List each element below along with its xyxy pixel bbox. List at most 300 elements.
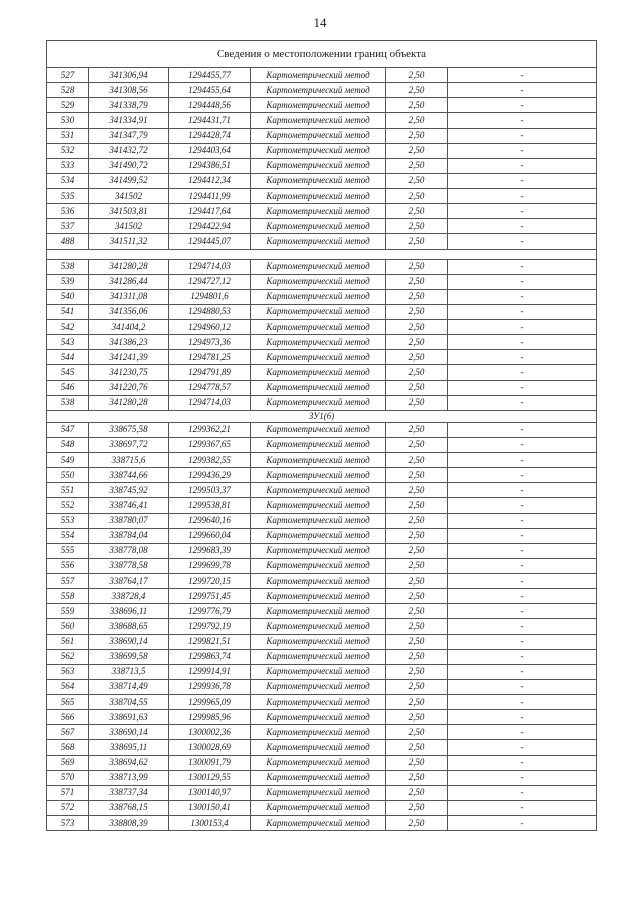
description-cell: - — [448, 204, 597, 219]
point-number-cell: 555 — [47, 543, 89, 558]
accuracy-cell: 2,50 — [386, 189, 448, 204]
point-number-cell: 545 — [47, 365, 89, 380]
table-row — [47, 528, 597, 543]
description-cell: - — [448, 320, 597, 335]
table-row — [47, 204, 597, 219]
method-cell: Картометрический метод — [251, 395, 386, 410]
accuracy-cell: 2,50 — [386, 558, 448, 573]
coord-y-cell: 1294727,12 — [169, 274, 251, 289]
point-number-cell: 547 — [47, 422, 89, 437]
method-cell: Картометрический метод — [251, 619, 386, 634]
table-row — [47, 335, 597, 350]
coord-y-cell: 1299792,19 — [169, 619, 251, 634]
coord-y-cell: 1294422,94 — [169, 219, 251, 234]
accuracy-cell: 2,50 — [386, 574, 448, 589]
accuracy-cell: 2,50 — [386, 234, 448, 249]
description-cell: - — [448, 395, 597, 410]
accuracy-cell: 2,50 — [386, 468, 448, 483]
table-body — [47, 41, 597, 831]
method-cell: Картометрический метод — [251, 695, 386, 710]
point-number-cell: 538 — [47, 395, 89, 410]
accuracy-cell: 2,50 — [386, 528, 448, 543]
coord-x-cell: 338694,62 — [89, 755, 169, 770]
method-cell: Картометрический метод — [251, 422, 386, 437]
coord-x-cell: 338714,49 — [89, 679, 169, 694]
table-row — [47, 189, 597, 204]
description-cell: - — [448, 234, 597, 249]
description-cell: - — [448, 219, 597, 234]
coord-x-cell: 341280,28 — [89, 259, 169, 274]
accuracy-cell: 2,50 — [386, 113, 448, 128]
table-row — [47, 289, 597, 304]
table-row — [47, 422, 597, 437]
point-number-cell: 532 — [47, 143, 89, 158]
method-cell: Картометрический метод — [251, 483, 386, 498]
accuracy-cell: 2,50 — [386, 68, 448, 83]
accuracy-cell: 2,50 — [386, 604, 448, 619]
accuracy-cell: 2,50 — [386, 785, 448, 800]
coord-y-cell: 1294880,53 — [169, 304, 251, 319]
method-cell: Картометрический метод — [251, 664, 386, 679]
method-cell: Картометрический метод — [251, 634, 386, 649]
description-cell: - — [448, 128, 597, 143]
table-row — [47, 785, 597, 800]
table-row — [47, 68, 597, 83]
coord-x-cell: 341499,52 — [89, 173, 169, 188]
table-row — [47, 128, 597, 143]
coord-y-cell: 1299751,45 — [169, 589, 251, 604]
point-number-cell: 530 — [47, 113, 89, 128]
coord-x-cell: 338778,58 — [89, 558, 169, 573]
table-row — [47, 770, 597, 785]
accuracy-cell: 2,50 — [386, 83, 448, 98]
description-cell: - — [448, 770, 597, 785]
coord-y-cell: 1294778,57 — [169, 380, 251, 395]
coord-x-cell: 338744,66 — [89, 468, 169, 483]
table-row — [47, 274, 597, 289]
coord-x-cell: 341311,08 — [89, 289, 169, 304]
accuracy-cell: 2,50 — [386, 453, 448, 468]
coord-x-cell: 338697,72 — [89, 437, 169, 452]
coord-x-cell: 338688,65 — [89, 619, 169, 634]
coord-y-cell: 1294960,12 — [169, 320, 251, 335]
point-number-cell: 562 — [47, 649, 89, 664]
accuracy-cell: 2,50 — [386, 143, 448, 158]
accuracy-cell: 2,50 — [386, 679, 448, 694]
table-row — [47, 513, 597, 528]
description-cell: - — [448, 574, 597, 589]
method-cell: Картометрический метод — [251, 543, 386, 558]
coord-x-cell: 341220,76 — [89, 380, 169, 395]
description-cell: - — [448, 785, 597, 800]
point-number-cell: 534 — [47, 173, 89, 188]
coord-x-cell: 341347,79 — [89, 128, 169, 143]
point-number-cell: 549 — [47, 453, 89, 468]
method-cell: Картометрический метод — [251, 98, 386, 113]
table-title-row — [47, 41, 597, 68]
method-cell: Картометрический метод — [251, 755, 386, 770]
table-row — [47, 468, 597, 483]
coord-x-cell: 338780,07 — [89, 513, 169, 528]
table-row — [47, 395, 597, 410]
accuracy-cell: 2,50 — [386, 422, 448, 437]
description-cell: - — [448, 259, 597, 274]
table-row — [47, 259, 597, 274]
method-cell: Картометрический метод — [251, 158, 386, 173]
coord-y-cell: 1294403,64 — [169, 143, 251, 158]
coord-x-cell: 338690,14 — [89, 725, 169, 740]
table-row — [47, 679, 597, 694]
description-cell: - — [448, 695, 597, 710]
coord-y-cell: 1299640,16 — [169, 513, 251, 528]
coord-x-cell: 341241,39 — [89, 350, 169, 365]
description-cell: - — [448, 558, 597, 573]
coord-x-cell: 338690,14 — [89, 634, 169, 649]
point-number-cell: 539 — [47, 274, 89, 289]
point-number-cell: 541 — [47, 304, 89, 319]
coord-y-cell: 1294431,71 — [169, 113, 251, 128]
table-row — [47, 320, 597, 335]
method-cell: Картометрический метод — [251, 770, 386, 785]
coord-y-cell: 1299985,96 — [169, 710, 251, 725]
description-cell: - — [448, 422, 597, 437]
coord-x-cell: 338691,63 — [89, 710, 169, 725]
method-cell: Картометрический метод — [251, 173, 386, 188]
accuracy-cell: 2,50 — [386, 498, 448, 513]
method-cell: Картометрический метод — [251, 335, 386, 350]
boundary-points-table — [46, 40, 597, 831]
point-number-cell: 570 — [47, 770, 89, 785]
table-row — [47, 113, 597, 128]
method-cell: Картометрический метод — [251, 350, 386, 365]
point-number-cell: 552 — [47, 498, 89, 513]
point-number-cell: 535 — [47, 189, 89, 204]
accuracy-cell: 2,50 — [386, 395, 448, 410]
coord-y-cell: 1300028,69 — [169, 740, 251, 755]
table-row — [47, 98, 597, 113]
accuracy-cell: 2,50 — [386, 619, 448, 634]
coord-x-cell: 341502 — [89, 189, 169, 204]
method-cell: Картометрический метод — [251, 289, 386, 304]
section-label-row — [47, 410, 597, 422]
accuracy-cell: 2,50 — [386, 755, 448, 770]
accuracy-cell: 2,50 — [386, 380, 448, 395]
method-cell: Картометрический метод — [251, 604, 386, 619]
description-cell: - — [448, 528, 597, 543]
accuracy-cell: 2,50 — [386, 98, 448, 113]
method-cell: Картометрический метод — [251, 304, 386, 319]
description-cell: - — [448, 800, 597, 815]
coord-y-cell: 1294412,34 — [169, 173, 251, 188]
accuracy-cell: 2,50 — [386, 274, 448, 289]
point-number-cell: 561 — [47, 634, 89, 649]
point-number-cell: 569 — [47, 755, 89, 770]
coord-x-cell: 341286,44 — [89, 274, 169, 289]
table-row — [47, 350, 597, 365]
description-cell: - — [448, 274, 597, 289]
page-number: 14 — [313, 15, 327, 30]
description-cell: - — [448, 543, 597, 558]
method-cell: Картометрический метод — [251, 785, 386, 800]
accuracy-cell: 2,50 — [386, 770, 448, 785]
point-number-cell: 536 — [47, 204, 89, 219]
table-row — [47, 755, 597, 770]
description-cell: - — [448, 98, 597, 113]
coord-x-cell: 338737,34 — [89, 785, 169, 800]
description-cell: - — [448, 437, 597, 452]
accuracy-cell: 2,50 — [386, 173, 448, 188]
description-cell: - — [448, 589, 597, 604]
table-row — [47, 158, 597, 173]
accuracy-cell: 2,50 — [386, 204, 448, 219]
description-cell: - — [448, 483, 597, 498]
point-number-cell: 558 — [47, 589, 89, 604]
coord-x-cell: 341432,72 — [89, 143, 169, 158]
coord-x-cell: 338745,92 — [89, 483, 169, 498]
accuracy-cell: 2,50 — [386, 219, 448, 234]
table-row — [47, 710, 597, 725]
description-cell: - — [448, 113, 597, 128]
method-cell: Картометрический метод — [251, 649, 386, 664]
accuracy-cell: 2,50 — [386, 543, 448, 558]
description-cell: - — [448, 158, 597, 173]
coord-x-cell: 341308,56 — [89, 83, 169, 98]
point-number-cell: 571 — [47, 785, 89, 800]
method-cell: Картометрический метод — [251, 68, 386, 83]
method-cell: Картометрический метод — [251, 234, 386, 249]
method-cell: Картометрический метод — [251, 219, 386, 234]
coord-y-cell: 1300153,4 — [169, 816, 251, 831]
accuracy-cell: 2,50 — [386, 513, 448, 528]
coord-y-cell: 1299503,37 — [169, 483, 251, 498]
coord-y-cell: 1300150,41 — [169, 800, 251, 815]
accuracy-cell: 2,50 — [386, 725, 448, 740]
table-row — [47, 365, 597, 380]
table-row — [47, 695, 597, 710]
point-number-cell: 551 — [47, 483, 89, 498]
method-cell: Картометрический метод — [251, 189, 386, 204]
table-row — [47, 143, 597, 158]
table-row — [47, 558, 597, 573]
coord-x-cell: 341503,81 — [89, 204, 169, 219]
table-row — [47, 173, 597, 188]
accuracy-cell: 2,50 — [386, 365, 448, 380]
point-number-cell: 533 — [47, 158, 89, 173]
table-row — [47, 483, 597, 498]
coord-x-cell: 338713,5 — [89, 664, 169, 679]
point-number-cell: 550 — [47, 468, 89, 483]
accuracy-cell: 2,50 — [386, 483, 448, 498]
coord-x-cell: 341404,2 — [89, 320, 169, 335]
method-cell: Картометрический метод — [251, 83, 386, 98]
coord-y-cell: 1294781,25 — [169, 350, 251, 365]
coord-x-cell: 341386,23 — [89, 335, 169, 350]
accuracy-cell: 2,50 — [386, 350, 448, 365]
method-cell: Картометрический метод — [251, 589, 386, 604]
accuracy-cell: 2,50 — [386, 304, 448, 319]
method-cell: Картометрический метод — [251, 274, 386, 289]
coord-y-cell: 1294801,6 — [169, 289, 251, 304]
accuracy-cell: 2,50 — [386, 320, 448, 335]
table-row — [47, 83, 597, 98]
point-number-cell: 546 — [47, 380, 89, 395]
description-cell: - — [448, 453, 597, 468]
table-row — [47, 234, 597, 249]
accuracy-cell: 2,50 — [386, 589, 448, 604]
coord-y-cell: 1300002,36 — [169, 725, 251, 740]
description-cell: - — [448, 189, 597, 204]
table-row — [47, 725, 597, 740]
method-cell: Картометрический метод — [251, 453, 386, 468]
point-number-cell: 538 — [47, 259, 89, 274]
accuracy-cell: 2,50 — [386, 710, 448, 725]
coord-y-cell: 1299436,29 — [169, 468, 251, 483]
table-row — [47, 589, 597, 604]
coord-y-cell: 1294455,77 — [169, 68, 251, 83]
description-cell: - — [448, 816, 597, 831]
coord-y-cell: 1299821,51 — [169, 634, 251, 649]
point-number-cell: 528 — [47, 83, 89, 98]
coord-y-cell: 1299776,79 — [169, 604, 251, 619]
coord-y-cell: 1294386,51 — [169, 158, 251, 173]
description-cell: - — [448, 664, 597, 679]
coord-x-cell: 338778,08 — [89, 543, 169, 558]
coord-x-cell: 338768,15 — [89, 800, 169, 815]
coord-x-cell: 338746,41 — [89, 498, 169, 513]
coord-y-cell: 1299914,91 — [169, 664, 251, 679]
description-cell: - — [448, 498, 597, 513]
coord-x-cell: 338675,58 — [89, 422, 169, 437]
description-cell: - — [448, 649, 597, 664]
description-cell: - — [448, 83, 597, 98]
coord-x-cell: 338696,11 — [89, 604, 169, 619]
coord-y-cell: 1299660,04 — [169, 528, 251, 543]
point-number-cell: 568 — [47, 740, 89, 755]
description-cell: - — [448, 304, 597, 319]
table-row — [47, 380, 597, 395]
coord-y-cell: 1300091,79 — [169, 755, 251, 770]
method-cell: Картометрический метод — [251, 710, 386, 725]
accuracy-cell: 2,50 — [386, 740, 448, 755]
table-row — [47, 574, 597, 589]
method-cell: Картометрический метод — [251, 800, 386, 815]
coord-y-cell: 1299720,15 — [169, 574, 251, 589]
method-cell: Картометрический метод — [251, 498, 386, 513]
method-cell: Картометрический метод — [251, 128, 386, 143]
coord-x-cell: 338704,55 — [89, 695, 169, 710]
description-cell: - — [448, 380, 597, 395]
coord-y-cell: 1294714,03 — [169, 395, 251, 410]
point-number-cell: 540 — [47, 289, 89, 304]
point-number-cell: 553 — [47, 513, 89, 528]
coord-y-cell: 1299382,55 — [169, 453, 251, 468]
coord-y-cell: 1294455,64 — [169, 83, 251, 98]
method-cell: Картометрический метод — [251, 143, 386, 158]
table-row — [47, 543, 597, 558]
coord-x-cell: 338713,99 — [89, 770, 169, 785]
description-cell: - — [448, 350, 597, 365]
coord-x-cell: 341306,94 — [89, 68, 169, 83]
point-number-cell: 548 — [47, 437, 89, 452]
point-number-cell: 554 — [47, 528, 89, 543]
point-number-cell: 557 — [47, 574, 89, 589]
table-row — [47, 437, 597, 452]
method-cell: Картометрический метод — [251, 365, 386, 380]
description-cell: - — [448, 513, 597, 528]
description-cell: - — [448, 173, 597, 188]
accuracy-cell: 2,50 — [386, 158, 448, 173]
section-separator-row — [47, 249, 597, 259]
coord-x-cell: 341334,91 — [89, 113, 169, 128]
point-number-cell: 556 — [47, 558, 89, 573]
coord-y-cell: 1299965,09 — [169, 695, 251, 710]
description-cell: - — [448, 289, 597, 304]
accuracy-cell: 2,50 — [386, 695, 448, 710]
point-number-cell: 543 — [47, 335, 89, 350]
accuracy-cell: 2,50 — [386, 816, 448, 831]
coord-y-cell: 1299683,39 — [169, 543, 251, 558]
description-cell: - — [448, 679, 597, 694]
method-cell: Картометрический метод — [251, 725, 386, 740]
method-cell: Картометрический метод — [251, 574, 386, 589]
table-row — [47, 740, 597, 755]
method-cell: Картометрический метод — [251, 380, 386, 395]
accuracy-cell: 2,50 — [386, 437, 448, 452]
accuracy-cell: 2,50 — [386, 664, 448, 679]
accuracy-cell: 2,50 — [386, 128, 448, 143]
point-number-cell: 531 — [47, 128, 89, 143]
description-cell: - — [448, 710, 597, 725]
description-cell: - — [448, 634, 597, 649]
coord-y-cell: 1294417,64 — [169, 204, 251, 219]
method-cell: Картометрический метод — [251, 528, 386, 543]
table-row — [47, 800, 597, 815]
coord-y-cell: 1299699,78 — [169, 558, 251, 573]
accuracy-cell: 2,50 — [386, 289, 448, 304]
point-number-cell: 572 — [47, 800, 89, 815]
coord-x-cell: 338728,4 — [89, 589, 169, 604]
description-cell: - — [448, 604, 597, 619]
coord-x-cell: 341490,72 — [89, 158, 169, 173]
description-cell: - — [448, 68, 597, 83]
table-row — [47, 219, 597, 234]
coord-x-cell: 341230,75 — [89, 365, 169, 380]
coord-y-cell: 1300140,97 — [169, 785, 251, 800]
coord-x-cell: 338695,11 — [89, 740, 169, 755]
method-cell: Картометрический метод — [251, 816, 386, 831]
method-cell: Картометрический метод — [251, 320, 386, 335]
coord-y-cell: 1294428,74 — [169, 128, 251, 143]
description-cell: - — [448, 740, 597, 755]
description-cell: - — [448, 143, 597, 158]
point-number-cell: 488 — [47, 234, 89, 249]
method-cell: Картометрический метод — [251, 204, 386, 219]
description-cell: - — [448, 335, 597, 350]
table-title: Сведения о местоположении границ объекта — [47, 41, 597, 68]
point-number-cell: 564 — [47, 679, 89, 694]
coord-x-cell: 341280,28 — [89, 395, 169, 410]
coord-x-cell: 338808,39 — [89, 816, 169, 831]
method-cell: Картометрический метод — [251, 437, 386, 452]
description-cell: - — [448, 619, 597, 634]
coord-y-cell: 1294791,89 — [169, 365, 251, 380]
method-cell: Картометрический метод — [251, 259, 386, 274]
coord-y-cell: 1294411,99 — [169, 189, 251, 204]
point-number-cell: 544 — [47, 350, 89, 365]
point-number-cell: 559 — [47, 604, 89, 619]
accuracy-cell: 2,50 — [386, 649, 448, 664]
coord-x-cell: 341338,79 — [89, 98, 169, 113]
